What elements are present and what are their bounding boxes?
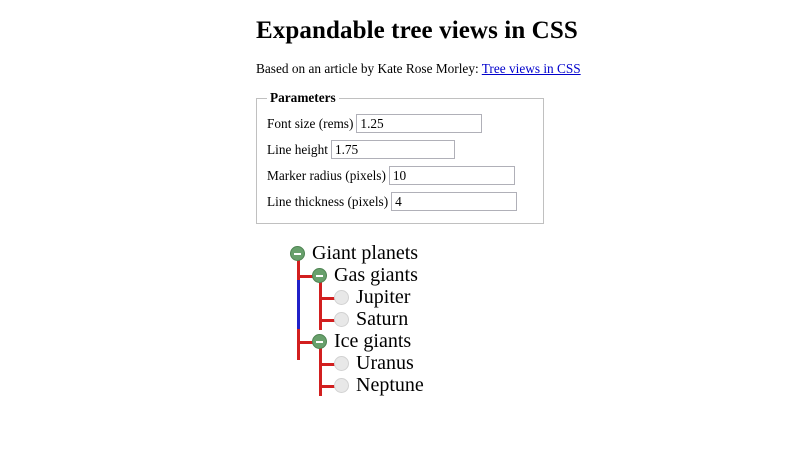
marker-radius-label: Marker radius (pixels) [267,167,386,183]
tree-node-root [290,242,776,396]
line-height-input[interactable] [331,140,455,159]
line-thickness-input[interactable] [391,192,517,211]
leaf-marker-icon[interactable] [334,356,349,371]
marker-radius-input[interactable] [389,166,515,185]
page-title: Expandable tree views in CSS [256,17,578,44]
param-row-font-size [267,114,533,133]
font-size-label: Font size (rems) [267,115,354,131]
tree-label-leaf-1-1: Jupiter [356,285,411,308]
param-row-line-thickness [267,192,533,211]
tree-label-group-1: Gas giants [334,263,418,286]
byline [256,61,776,77]
tree-children-group-2 [334,352,776,396]
parameters-legend: Parameters [270,90,336,105]
tree-label-leaf-1-2: Saturn [356,307,409,330]
leaf-marker-icon[interactable] [334,290,349,305]
byline-text: Based on an article by Kate Rose Morley: [256,61,479,76]
param-row-line-height [267,140,533,159]
font-size-input[interactable] [356,114,482,133]
tree-line-root-trunk-mid [297,280,300,329]
tree-row-leaf-2-2[interactable] [334,374,776,396]
param-row-marker-radius [267,166,533,185]
tree-node-leaf-2-2 [334,374,776,396]
tree-children-root [312,264,776,396]
leaf-marker-icon[interactable] [334,312,349,327]
collapse-marker-icon[interactable] [290,246,305,261]
leaf-marker-icon[interactable] [334,378,349,393]
tree-label-leaf-2-1: Uranus [356,351,414,374]
tree-node-group-1 [312,264,776,330]
line-height-label: Line height [267,141,328,157]
parameters-fieldset [256,90,544,224]
tree-node-group-2 [312,330,776,396]
tree-label-group-2: Ice giants [334,329,412,352]
tree-label-root: Giant planets [312,241,419,264]
tree-view [290,242,776,396]
collapse-marker-icon[interactable] [312,268,327,283]
tree-line-root-trunk-bottom [297,329,300,360]
collapse-marker-icon[interactable] [312,334,327,349]
line-thickness-label: Line thickness (pixels) [267,193,389,209]
article-link[interactable]: Tree views in CSS [481,61,581,76]
tree-label-leaf-2-2: Neptune [356,373,424,396]
content-column [256,0,776,396]
